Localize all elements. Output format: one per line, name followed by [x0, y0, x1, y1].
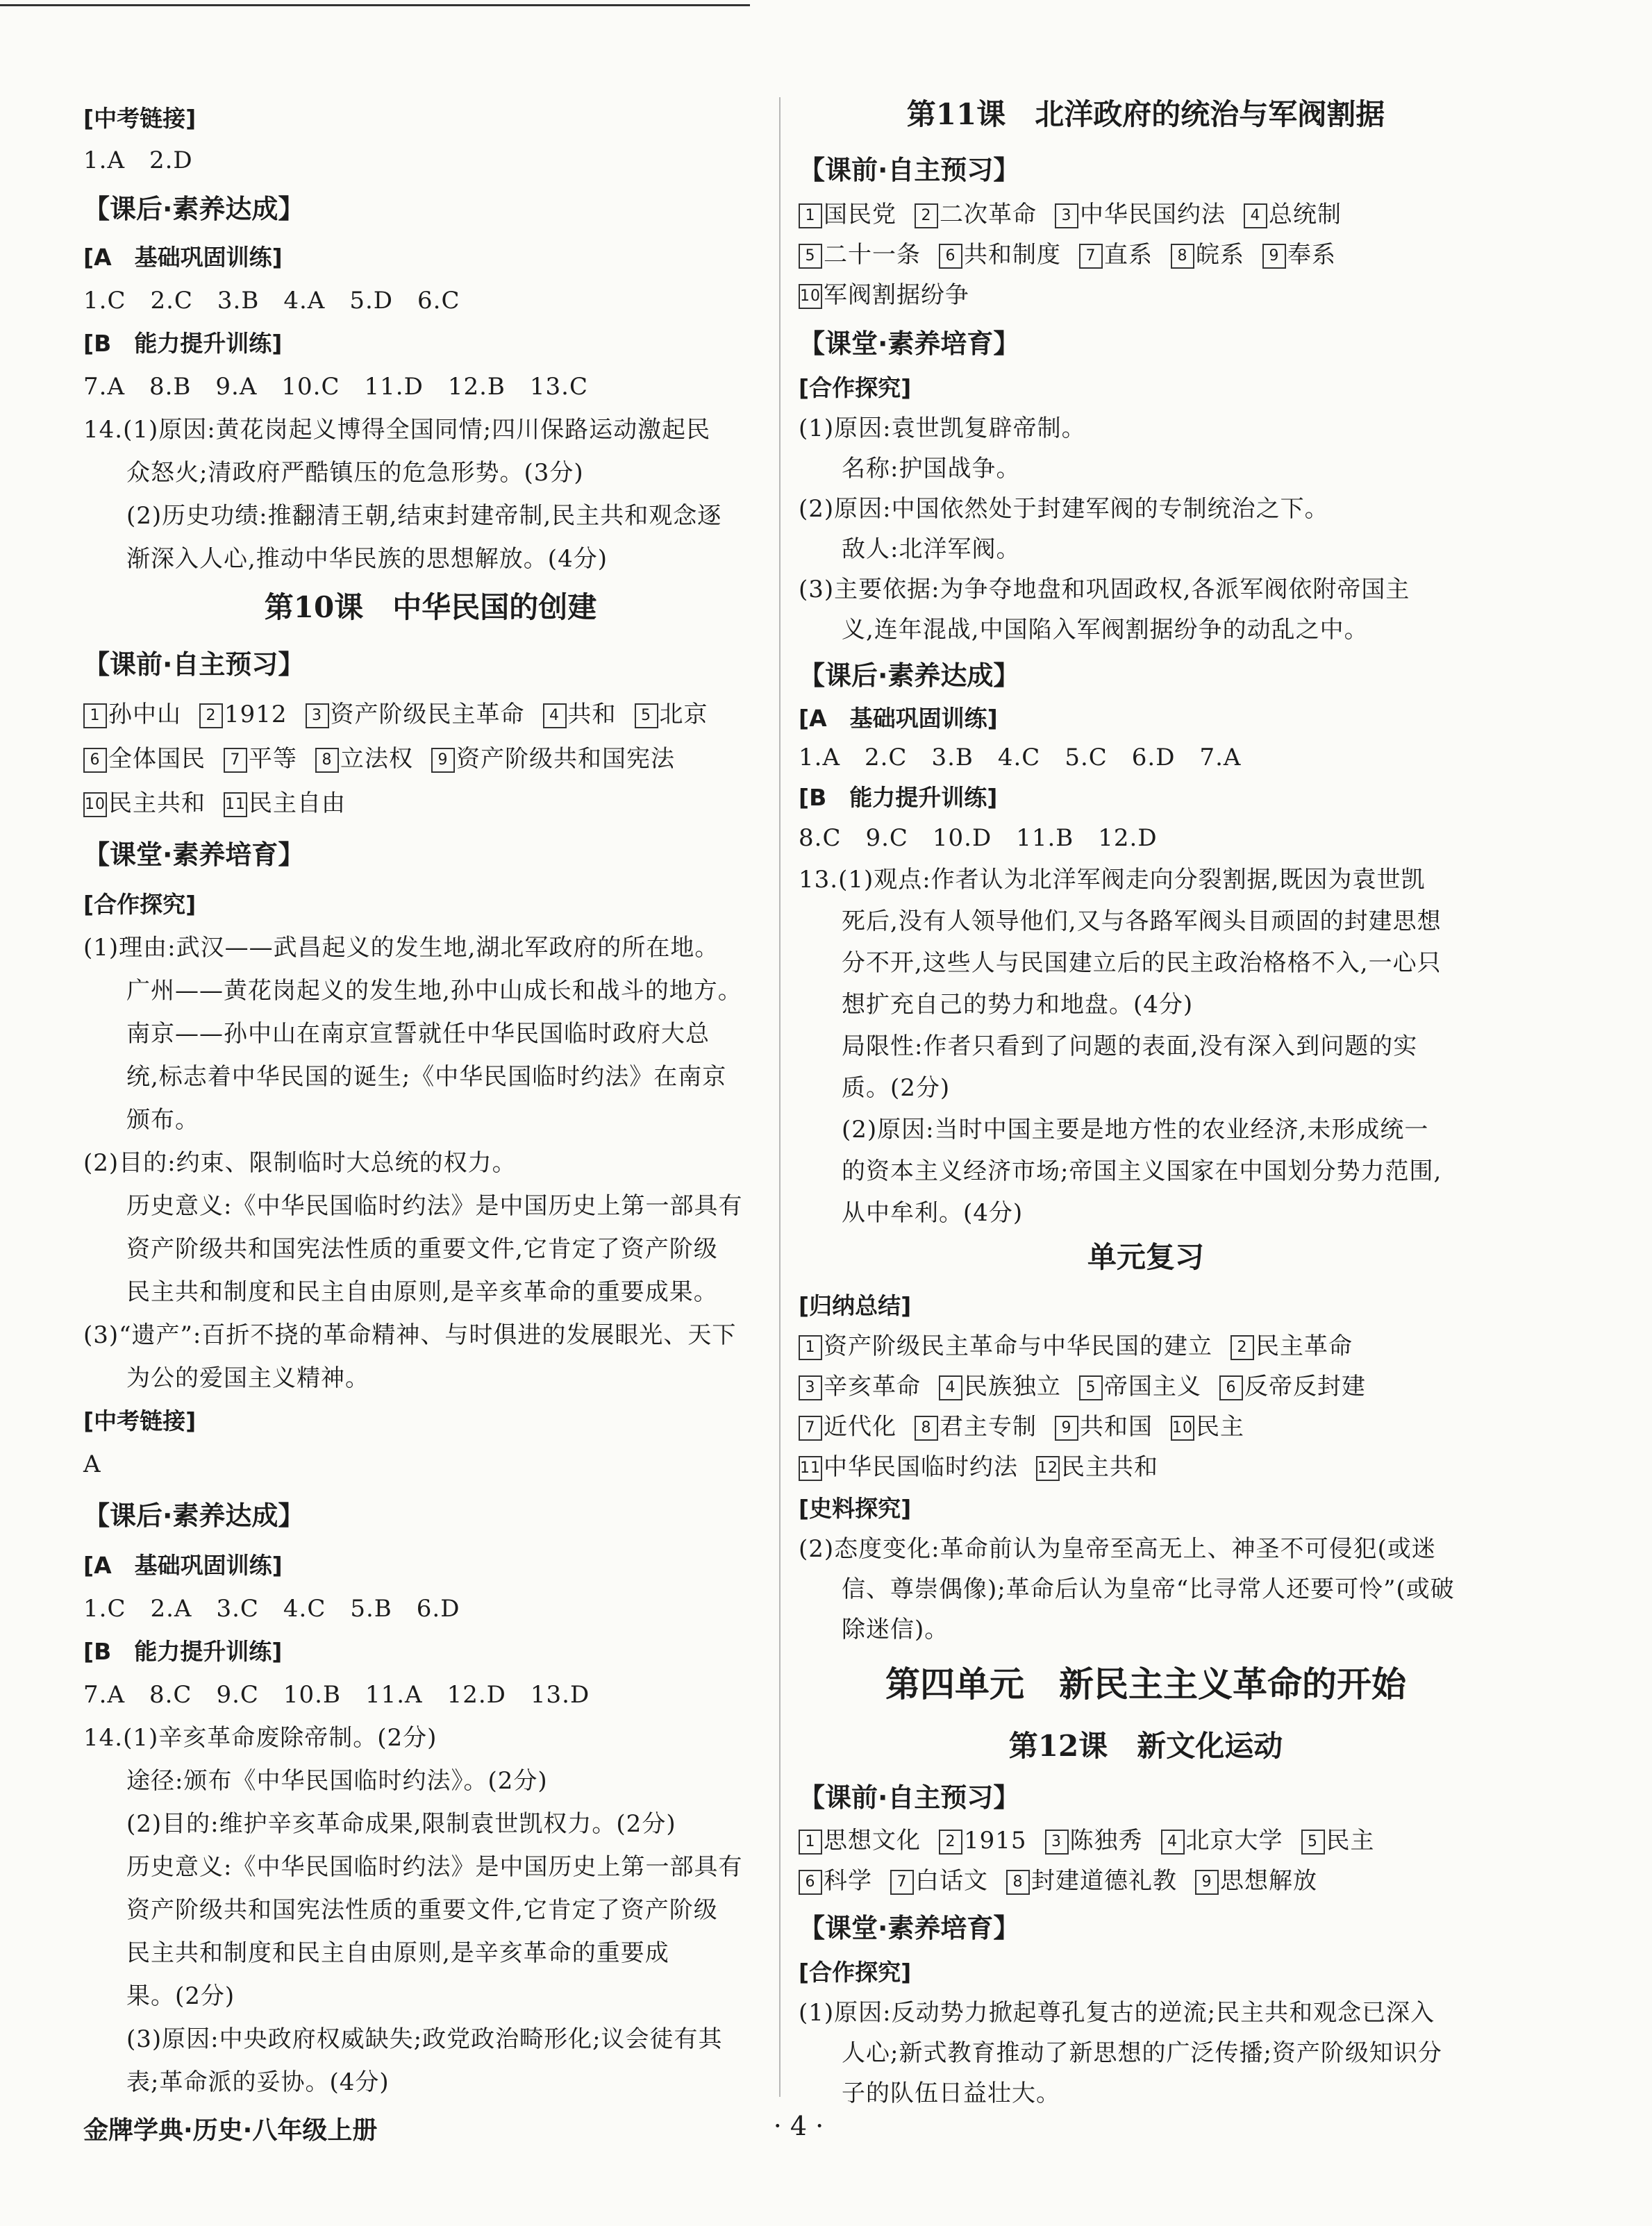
- fill-row: [799, 274, 1493, 317]
- fill-item: [939, 241, 1061, 269]
- section-label: [史料探究]: [799, 1495, 912, 1522]
- number-box: 6: [1219, 1375, 1243, 1400]
- answer-line: 子的队伍日益壮大。: [842, 2079, 1060, 2107]
- fill-answer: 共和制度: [964, 241, 1061, 269]
- answer-line: 历史意义:《中华民国临时约法》是中国历史上第一部具有: [126, 1853, 743, 1881]
- fill-answer: 国民党: [824, 201, 896, 228]
- number-box: 5: [1079, 1375, 1103, 1400]
- answer-line: 除迷信)。: [842, 1616, 949, 1643]
- fill-answer: 奉系: [1287, 241, 1336, 269]
- section-label: [A 基础巩固训练]: [799, 705, 998, 732]
- fill-answer: 陈独秀: [1069, 1827, 1143, 1855]
- answer-line: 分不开,这些人与民国建立后的民主政治格格不入,一心只: [842, 949, 1442, 977]
- top-rule: [0, 4, 750, 6]
- answer-line: 1.A 2.C 3.B 4.C 5.C 6.D 7.A: [799, 744, 1242, 771]
- fill-item: [1055, 201, 1226, 228]
- answer-line: (1)理由:武汉——武昌起义的发生地,湖北军政府的所在地。: [83, 934, 719, 962]
- fill-answer: 中华民国临时约法: [824, 1453, 1018, 1481]
- answer-line: 统,标志着中华民国的诞生;《中华民国临时约法》在南京: [126, 1063, 727, 1091]
- section-label: [中考链接]: [83, 1407, 197, 1434]
- number-box: 8: [1171, 244, 1194, 269]
- fill-item: [915, 1413, 1037, 1441]
- fill-item: [1036, 1453, 1158, 1481]
- answer-line: (1)原因:反动势力掀起尊孔复古的逆流;民主共和观念已深入: [799, 1999, 1435, 2027]
- fill-item: [1301, 1827, 1375, 1855]
- answer-line: 途径:颁布《中华民国临时约法》。(2分): [126, 1767, 548, 1795]
- answer-line: (2)目的:维护辛亥革命成果,限制袁世凯权力。(2分): [126, 1810, 676, 1838]
- fill-answer: 资产阶级民主革命与中华民国的建立: [824, 1332, 1212, 1360]
- fill-answer: 共和: [567, 701, 617, 728]
- fill-answer: 1912: [224, 701, 287, 728]
- number-box: 3: [1055, 203, 1078, 228]
- fill-item: [224, 789, 346, 817]
- number-box: 4: [1161, 1830, 1185, 1855]
- answer-line: 果。(2分): [126, 1982, 235, 2010]
- answer-line: 为公的爱国主义精神。: [126, 1364, 369, 1392]
- number-box: 1: [799, 1830, 822, 1855]
- number-box: 4: [1244, 203, 1267, 228]
- answer-line: 7.A 8.C 9.C 10.B 11.A 12.D 13.D: [83, 1681, 590, 1709]
- answer-line: 的资本主义经济市场;帝国主义国家在中国划分势力范围,: [842, 1157, 1442, 1185]
- column-divider: [779, 97, 781, 2097]
- fill-item: [799, 1867, 872, 1895]
- answer-line: (3)原因:中央政府权威缺失;政党政治畸形化;议会徒有其: [126, 2025, 723, 2053]
- number-box: 2: [915, 203, 938, 228]
- answer-line: (2)历史功绩:推翻清王朝,结束封建帝制,民主共和观念逐: [126, 502, 722, 530]
- number-box: 10: [1171, 1416, 1194, 1441]
- number-box: 10: [799, 284, 822, 309]
- number-box: 11: [224, 792, 247, 817]
- fill-item: [799, 281, 969, 309]
- fill-answer: 总统制: [1269, 201, 1342, 228]
- number-box: 4: [939, 1375, 962, 1400]
- number-box: 6: [939, 244, 962, 269]
- answer-line: (1)原因:袁世凯复辟帝制。: [799, 415, 1086, 442]
- book-title: 金牌学典·历史·八年级上册: [83, 2116, 378, 2145]
- fill-item: [799, 1827, 921, 1855]
- fill-answer: 皖系: [1196, 241, 1244, 269]
- fill-item: [799, 1453, 1018, 1481]
- number-box: 12: [1036, 1456, 1060, 1481]
- answer-line: 8.C 9.C 10.D 11.B 12.D: [799, 824, 1158, 852]
- fill-answer: 北京大学: [1185, 1827, 1283, 1855]
- number-box: 7: [1079, 244, 1103, 269]
- fill-item: [799, 1332, 1212, 1360]
- fill-row: [799, 1819, 1493, 1862]
- fill-answer: 封建道德礼教: [1031, 1867, 1177, 1895]
- fill-item: [799, 241, 921, 269]
- fill-item: [1161, 1827, 1283, 1855]
- section-label: [归纳总结]: [799, 1292, 912, 1319]
- fill-item: [1055, 1413, 1153, 1441]
- number-box: 2: [939, 1830, 962, 1855]
- answer-line: (3)“遗产”:百折不挠的革命精神、与时俱进的发展眼光、天下: [83, 1321, 737, 1349]
- number-box: 10: [83, 792, 107, 817]
- fill-answer: 民主: [1326, 1827, 1375, 1855]
- fill-answer: 北京: [659, 701, 708, 728]
- number-box: 5: [1301, 1830, 1325, 1855]
- number-box: 7: [799, 1416, 822, 1441]
- answer-line: 表;革命派的妥协。(4分): [126, 2068, 390, 2096]
- number-box: 9: [1195, 1870, 1219, 1895]
- fill-answer: 思想解放: [1220, 1867, 1317, 1895]
- fill-answer: 民主: [1196, 1413, 1244, 1441]
- fill-row: [799, 1405, 1493, 1448]
- fill-item: [799, 201, 896, 228]
- number-box: 8: [315, 748, 339, 773]
- answer-line: 质。(2分): [842, 1074, 951, 1102]
- section-heading: 【课前·自主预习】: [799, 1782, 1020, 1813]
- answer-line: 死后,没有人领导他们,又与各路军阀头目顽固的封建思想: [842, 907, 1442, 935]
- fill-item: [431, 745, 675, 773]
- number-box: 2: [199, 703, 223, 728]
- fill-answer: 全体国民: [108, 745, 206, 773]
- section-heading: 【课后·素养达成】: [83, 194, 305, 224]
- fill-answer: 近代化: [824, 1413, 896, 1441]
- fill-item: [1244, 201, 1342, 228]
- fill-answer: 辛亥革命: [824, 1373, 921, 1400]
- fill-item: [543, 701, 617, 728]
- section-label: [合作探究]: [799, 1959, 912, 1986]
- number-box: 3: [1045, 1830, 1069, 1855]
- number-box: 9: [1262, 244, 1286, 269]
- answer-line: 13.(1)观点:作者认为北洋军阀走向分裂割据,既因为袁世凯: [799, 866, 1426, 894]
- answer-line: 渐深入人心,推动中华民族的思想解放。(4分): [126, 545, 608, 573]
- fill-item: [939, 1373, 1061, 1400]
- section-heading: 【课前·自主预习】: [799, 155, 1020, 185]
- answer-line: A: [83, 1450, 101, 1478]
- number-box: 1: [799, 1335, 822, 1360]
- fill-item: [939, 1827, 1027, 1855]
- fill-answer: 君主专制: [940, 1413, 1037, 1441]
- fill-item: [83, 789, 206, 817]
- answer-line: 7.A 8.B 9.A 10.C 11.D 12.B 13.C: [83, 373, 588, 401]
- answer-line: (2)原因:中国依然处于封建军阀的专制统治之下。: [799, 495, 1329, 523]
- answer-line: 民主共和制度和民主自由原则,是辛亥革命的重要成果。: [126, 1278, 718, 1306]
- fill-answer: 军阀割据纷争: [824, 281, 969, 309]
- fill-answer: 中华民国约法: [1080, 201, 1226, 228]
- section-heading: 【课后·素养达成】: [799, 660, 1020, 691]
- fill-item: [890, 1867, 988, 1895]
- fill-answer: 科学: [824, 1867, 872, 1895]
- section-label: [B 能力提升训练]: [799, 784, 998, 811]
- page-number: · 4 ·: [773, 2111, 824, 2141]
- fill-item: [799, 1413, 896, 1441]
- fill-answer: 帝国主义: [1104, 1373, 1201, 1400]
- answer-line: 资产阶级共和国宪法性质的重要文件,它肯定了资产阶级: [126, 1235, 718, 1263]
- section-label: [B 能力提升训练]: [83, 330, 283, 357]
- fill-item: [635, 701, 708, 728]
- fill-item: [1230, 1332, 1353, 1360]
- fill-row: [799, 1325, 1493, 1368]
- section-label: [A 基础巩固训练]: [83, 1552, 283, 1579]
- number-box: 5: [799, 244, 822, 269]
- fill-answer: 1915: [964, 1827, 1027, 1855]
- answer-line: (2)目的:约束、限制临时大总统的权力。: [83, 1149, 517, 1177]
- answer-line: (2)态度变化:革命前认为皇帝至高无上、神圣不可侵犯(或迷: [799, 1535, 1436, 1563]
- fill-answer: 立法权: [340, 745, 413, 773]
- fill-answer: 二十一条: [824, 241, 921, 269]
- lesson-title: 第11课 北洋政府的统治与军阀割据: [906, 97, 1385, 131]
- answer-line: 14.(1)原因:黄花岗起义博得全国同情;四川保路运动激起民: [83, 416, 711, 444]
- answer-line: 1.C 2.C 3.B 4.A 5.D 6.C: [83, 287, 460, 315]
- number-box: 3: [306, 703, 329, 728]
- fill-item: [306, 701, 525, 728]
- fill-answer: 平等: [249, 745, 297, 773]
- answer-line: 名称:护国战争。: [842, 455, 1021, 483]
- number-box: 5: [635, 703, 658, 728]
- fill-item: [83, 701, 181, 728]
- fill-item: [915, 201, 1037, 228]
- answer-line: 义,连年混战,中国陷入军阀割据纷争的动乱之中。: [842, 616, 1369, 644]
- section-heading: 【课后·素养达成】: [83, 1500, 305, 1531]
- section-label: [B 能力提升训练]: [83, 1638, 283, 1665]
- fill-item: [1171, 1413, 1244, 1441]
- fill-item: [1045, 1827, 1143, 1855]
- fill-answer: 民主共和: [108, 789, 206, 817]
- section-label: [A 基础巩固训练]: [83, 244, 283, 271]
- fill-item: [83, 745, 206, 773]
- review-title: 单元复习: [1087, 1240, 1204, 1274]
- fill-row: [799, 193, 1493, 236]
- fill-item: [315, 745, 413, 773]
- answer-line: (2)原因:当时中国主要是地方性的农业经济,未形成统一: [842, 1116, 1429, 1144]
- number-box: 2: [1230, 1335, 1254, 1360]
- answer-line: 众怒火;清政府严酷镇压的危急形势。(3分): [126, 459, 584, 487]
- fill-answer: 共和国: [1080, 1413, 1153, 1441]
- fill-item: [1079, 1373, 1201, 1400]
- fill-answer: 反帝反封建: [1244, 1373, 1366, 1400]
- fill-row: [83, 693, 778, 736]
- section-label: [中考链接]: [83, 105, 197, 132]
- lesson-title: 第10课 中华民国的创建: [264, 590, 597, 624]
- fill-answer: 孙中山: [108, 701, 181, 728]
- answer-line: 颁布。: [126, 1106, 199, 1134]
- number-box: 1: [83, 703, 107, 728]
- section-heading: 【课堂·素养培育】: [799, 328, 1020, 359]
- number-box: 6: [83, 748, 107, 773]
- answer-line: 从中牟利。(4分): [842, 1199, 1024, 1227]
- lesson-title: 第12课 新文化运动: [1008, 1729, 1283, 1763]
- fill-row: [799, 1365, 1493, 1408]
- answer-line: 人心;新式教育推动了新思想的广泛传播;资产阶级知识分: [842, 2039, 1442, 2067]
- fill-answer: 思想文化: [824, 1827, 921, 1855]
- answer-line: 想扩充自己的势力和地盘。(4分): [842, 991, 1194, 1019]
- section-label: [合作探究]: [83, 891, 197, 918]
- fill-answer: 白话文: [915, 1867, 988, 1895]
- answer-line: 局限性:作者只看到了问题的表面,没有深入到问题的实: [842, 1032, 1418, 1060]
- fill-item: [199, 701, 287, 728]
- section-heading: 【课堂·素养培育】: [799, 1913, 1020, 1943]
- fill-answer: 资产阶级共和国宪法: [456, 745, 675, 773]
- fill-answer: 二次革命: [940, 201, 1037, 228]
- number-box: 4: [543, 703, 567, 728]
- fill-item: [224, 745, 297, 773]
- answer-line: (3)主要依据:为争夺地盘和巩固政权,各派军阀依附帝国主: [799, 576, 1410, 603]
- fill-item: [1219, 1373, 1366, 1400]
- number-box: 1: [799, 203, 822, 228]
- fill-row: [799, 1446, 1493, 1489]
- fill-answer: 民族独立: [964, 1373, 1061, 1400]
- number-box: 6: [799, 1870, 822, 1895]
- section-heading: 【课堂·素养培育】: [83, 839, 305, 870]
- number-box: 7: [224, 748, 247, 773]
- fill-item: [1262, 241, 1336, 269]
- fill-answer: 民主自由: [249, 789, 346, 817]
- section-heading: 【课前·自主预习】: [83, 649, 305, 680]
- fill-item: [1171, 241, 1244, 269]
- answer-line: 1.C 2.A 3.C 4.C 5.B 6.D: [83, 1595, 460, 1623]
- number-box: 11: [799, 1456, 822, 1481]
- answer-line: 敌人:北洋军阀。: [842, 535, 1021, 563]
- fill-item: [1079, 241, 1153, 269]
- number-box: 9: [1055, 1416, 1078, 1441]
- answer-line: 民主共和制度和民主自由原则,是辛亥革命的重要成: [126, 1939, 669, 1967]
- unit-title: 第四单元 新民主主义革命的开始: [885, 1664, 1406, 1705]
- answer-line: 资产阶级共和国宪法性质的重要文件,它肯定了资产阶级: [126, 1896, 718, 1924]
- fill-item: [799, 1373, 921, 1400]
- number-box: 9: [431, 748, 455, 773]
- fill-item: [1195, 1867, 1317, 1895]
- fill-answer: 资产阶级民主革命: [330, 701, 525, 728]
- fill-row: [799, 233, 1493, 276]
- fill-row: [83, 782, 778, 825]
- fill-row: [799, 1859, 1493, 1902]
- fill-answer: 民主革命: [1255, 1332, 1353, 1360]
- fill-row: [83, 737, 778, 780]
- answer-line: 广州——黄花岗起义的发生地,孙中山成长和战斗的地方。: [126, 977, 742, 1005]
- number-box: 7: [890, 1870, 914, 1895]
- answer-line: 14.(1)辛亥革命废除帝制。(2分): [83, 1724, 437, 1752]
- fill-answer: 民主共和: [1061, 1453, 1158, 1481]
- number-box: 3: [799, 1375, 822, 1400]
- number-box: 8: [915, 1416, 938, 1441]
- answer-line: 历史意义:《中华民国临时约法》是中国历史上第一部具有: [126, 1192, 743, 1220]
- fill-item: [1006, 1867, 1177, 1895]
- answer-line: 信、尊崇偶像);革命后认为皇帝“比寻常人还要可怜”(或破: [842, 1575, 1455, 1603]
- answer-line: 南京——孙中山在南京宣誓就任中华民国临时政府大总: [126, 1020, 710, 1048]
- answer-line: 1.A 2.D: [83, 147, 193, 174]
- number-box: 8: [1006, 1870, 1030, 1895]
- section-label: [合作探究]: [799, 374, 912, 401]
- fill-answer: 直系: [1104, 241, 1153, 269]
